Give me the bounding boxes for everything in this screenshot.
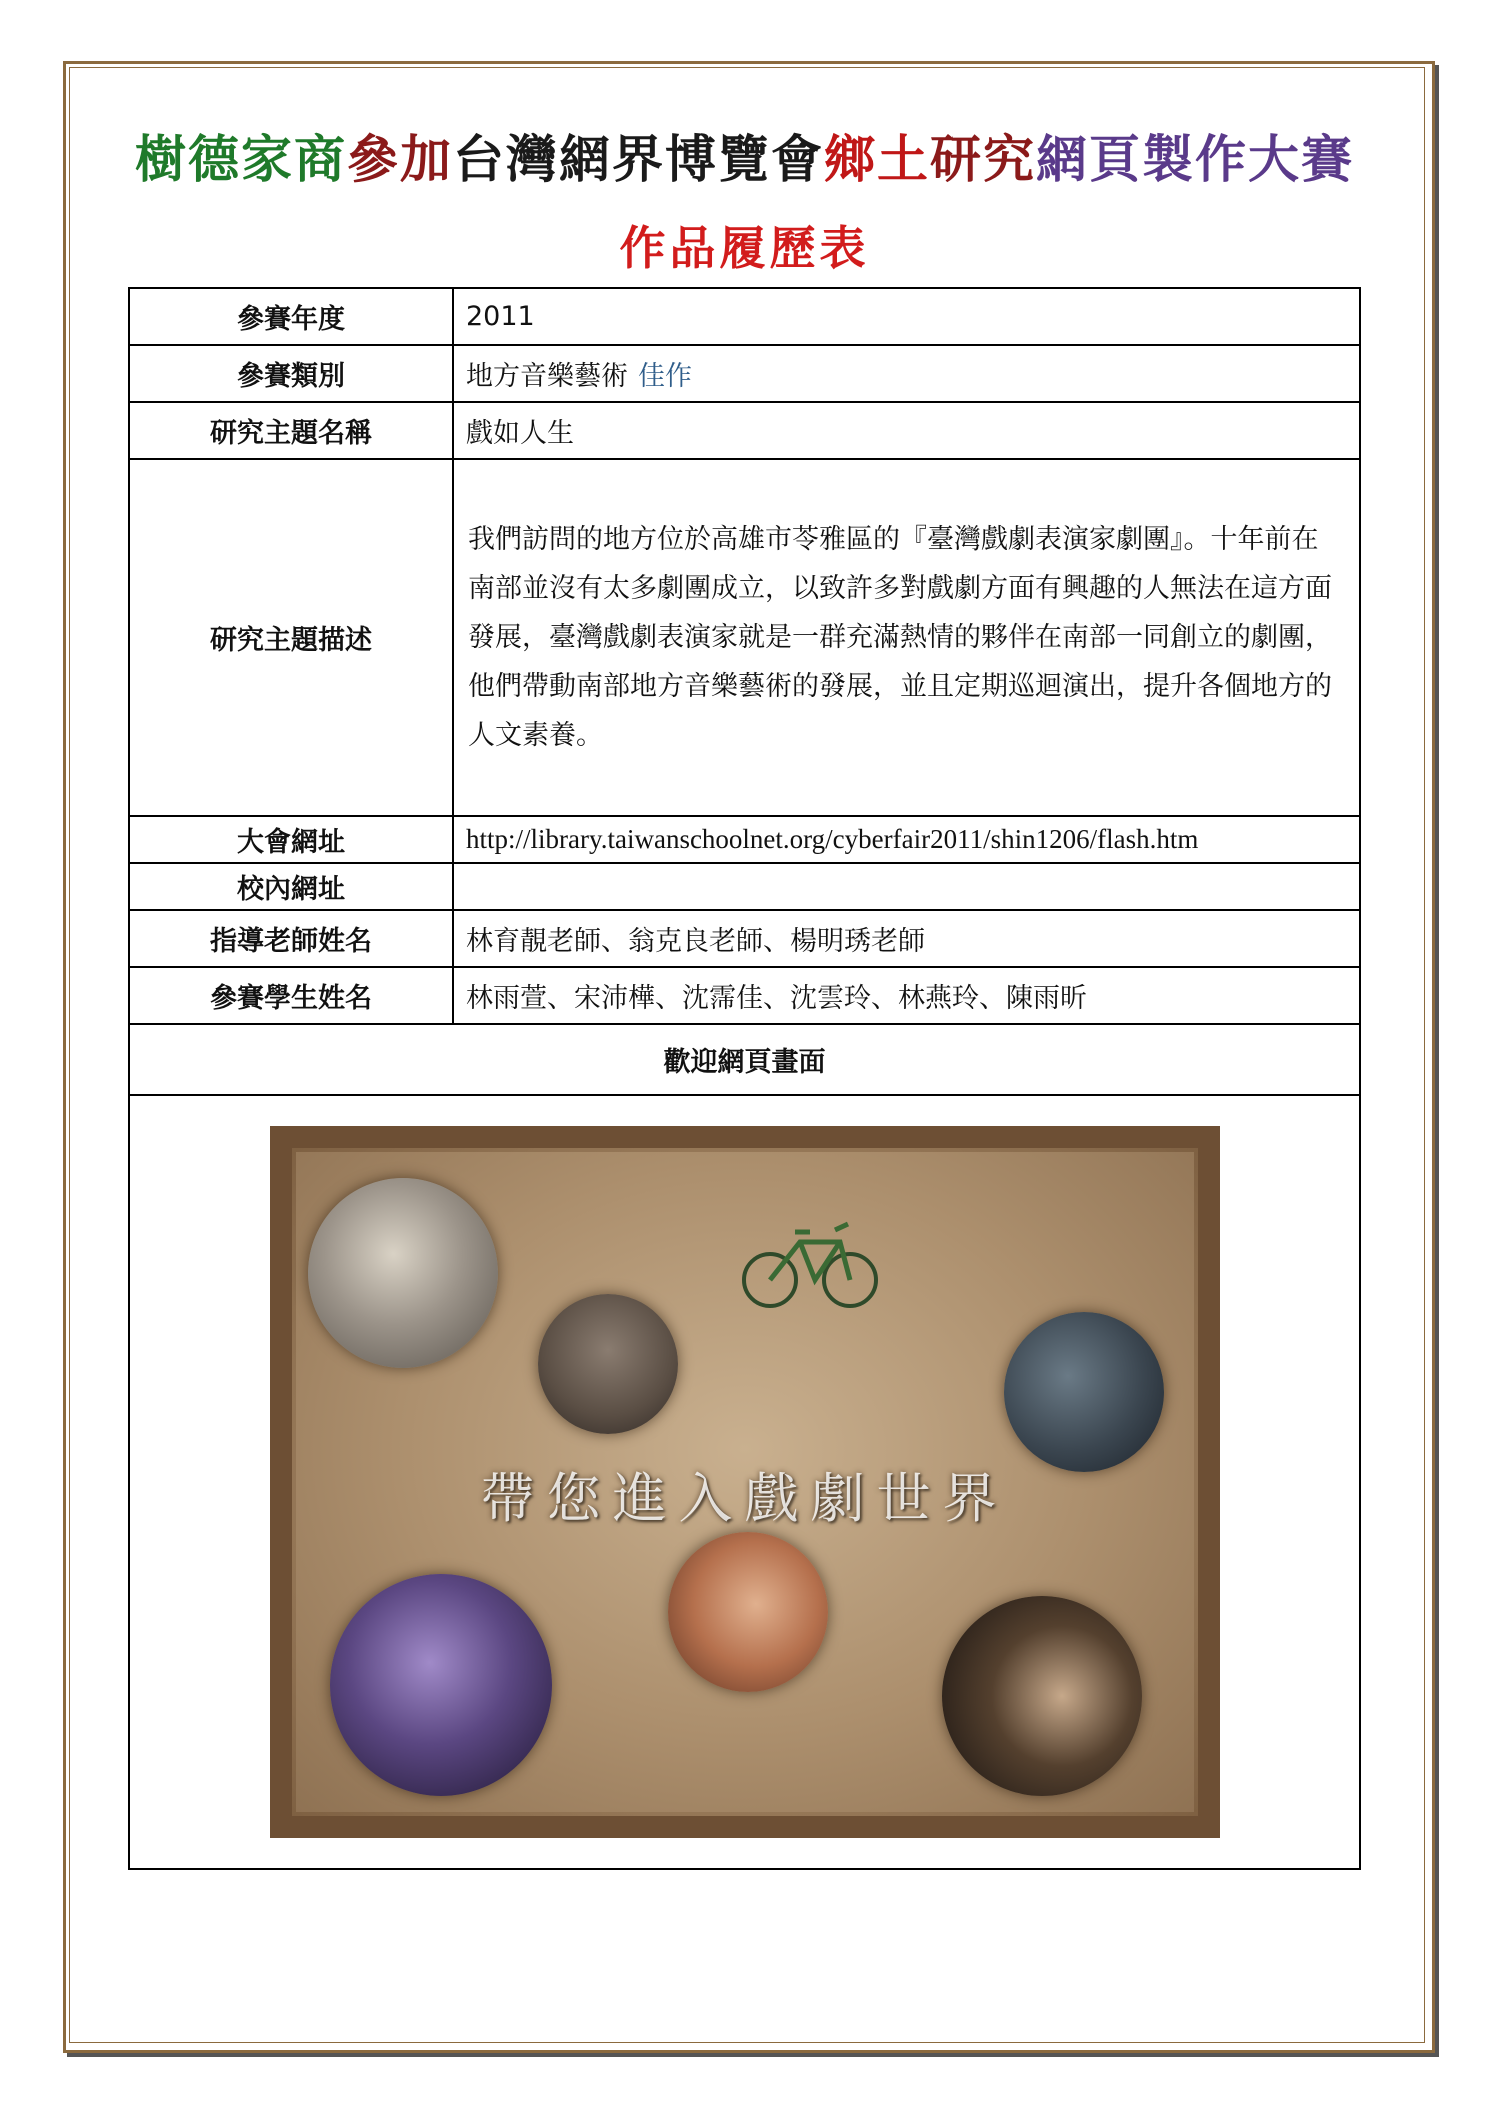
title-part: 樹德家商 xyxy=(134,130,347,190)
year-value: 2011 xyxy=(453,288,1360,345)
topic-label: 研究主題名稱 xyxy=(129,402,453,459)
school-site-label: 校內網址 xyxy=(129,863,453,910)
photo-circle-legs xyxy=(538,1294,678,1434)
table-row xyxy=(129,910,1360,967)
year-label: 參賽年度 xyxy=(129,288,453,345)
photo-circle-actor xyxy=(308,1178,498,1368)
screenshot-caption: 帶您進入戲劇世界 xyxy=(480,1467,1009,1530)
photo-circle-dance xyxy=(330,1574,552,1796)
page-title xyxy=(0,118,1489,192)
photo-circle-group xyxy=(1004,1312,1164,1472)
table-row xyxy=(129,816,1360,863)
category-label: 參賽類別 xyxy=(129,345,453,402)
info-table xyxy=(128,287,1361,1870)
title-part: 參加 xyxy=(346,130,453,190)
title-part: 研究 xyxy=(930,130,1037,190)
table-row xyxy=(129,967,1360,1024)
desc-value: 我們訪問的地方位於高雄市苓雅區的『臺灣戲劇表演家劇團』。十年前在南部並沒有太多劇團成立，以致許多對戲劇方面有興趣的人無法在這方面發展，臺灣戲劇表演家就是一群充滿熱情的夥伴在南部一同創立的劇團，他們帶動南部地方音樂藝術的發展，並且定期巡迴演出，提升各個地方的人文素養。 xyxy=(453,459,1360,816)
table-row xyxy=(129,345,1360,402)
category-award: 佳作 xyxy=(638,361,692,392)
welcome-page-screenshot xyxy=(270,1126,1220,1838)
page-subtitle: 作品履歷表 xyxy=(619,221,870,275)
students-value: 林雨萱、宋沛樺、沈霈佳、沈雲玲、林燕玲、陳雨昕 xyxy=(453,967,1360,1024)
title-part: 網頁製作大賽 xyxy=(1036,130,1355,190)
welcome-label: 歡迎網頁畫面 xyxy=(129,1024,1360,1095)
screenshot-cell xyxy=(129,1095,1360,1869)
table-row xyxy=(129,402,1360,459)
site-url-link[interactable]: http://library.taiwanschoolnet.org/cyberfair2011/shin1206/flash.htm xyxy=(453,816,1360,863)
teachers-label: 指導老師姓名 xyxy=(129,910,453,967)
category-cell xyxy=(453,345,1360,402)
table-row xyxy=(129,288,1360,345)
photo-circle-duet xyxy=(668,1532,828,1692)
site-label: 大會網址 xyxy=(129,816,453,863)
title-part: 鄉土 xyxy=(824,130,931,190)
table-row xyxy=(129,1024,1360,1095)
photo-circle-stage xyxy=(942,1596,1142,1796)
school-site-value xyxy=(453,863,1360,910)
desc-label: 研究主題描述 xyxy=(129,459,453,816)
topic-value: 戲如人生 xyxy=(453,402,1360,459)
teachers-value: 林育靚老師、翁克良老師、楊明琇老師 xyxy=(453,910,1360,967)
table-row xyxy=(129,863,1360,910)
students-label: 參賽學生姓名 xyxy=(129,967,453,1024)
bicycle-icon xyxy=(740,1202,880,1312)
category-value: 地方音樂藝術 xyxy=(466,361,628,392)
table-row xyxy=(129,1095,1360,1869)
table-row xyxy=(129,459,1360,816)
title-part: 台灣網界博覽會 xyxy=(452,130,824,190)
